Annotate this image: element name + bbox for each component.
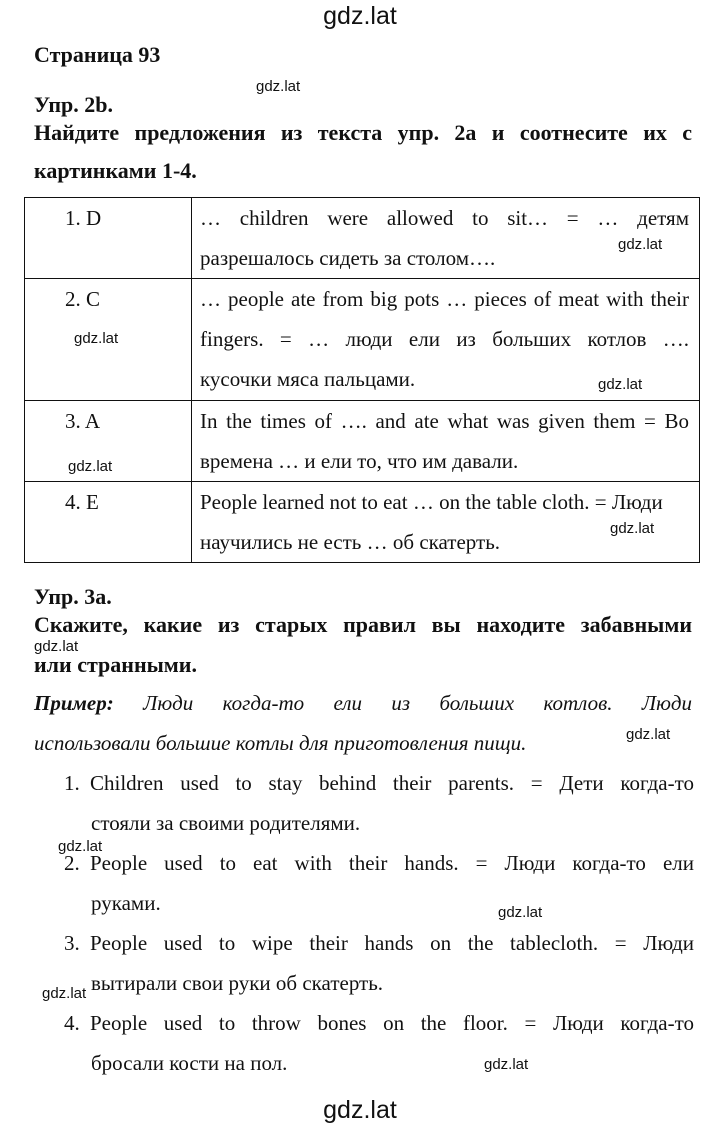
watermark: gdz.lat xyxy=(626,726,671,743)
item-line: People used to throw bones on the floor. = Люди когда-то xyxy=(90,1011,694,1035)
exercise-2b-label: Упр. 2b. xyxy=(34,92,113,117)
row-text-line: People learned not to eat … on the table cloth. = Люди xyxy=(200,490,663,514)
row-text-line: In the times of …. and ate what was given them = Во xyxy=(200,409,689,433)
example-line2: использовали большие котлы для приготовления пищи. xyxy=(34,731,527,755)
watermark: gdz.lat xyxy=(484,1056,529,1073)
item-line: People used to eat with their hands. = Люди когда-то ели xyxy=(90,851,694,875)
watermark: gdz.lat xyxy=(498,904,543,921)
item-number: 4. xyxy=(64,1011,80,1035)
site-header-watermark: gdz.lat xyxy=(323,2,397,30)
watermark: gdz.lat xyxy=(618,236,663,253)
row-text-line: кусочки мяса пальцами. xyxy=(200,367,416,391)
table-row xyxy=(25,198,700,279)
row-number: 2. C xyxy=(25,279,192,401)
item-number: 1. xyxy=(64,771,80,795)
item-line: вытирали свои руки об скатерть. xyxy=(91,971,384,995)
page-title: Страница 93 xyxy=(34,42,161,67)
watermark: gdz.lat xyxy=(598,376,643,393)
item-line: стояли за своими родителями. xyxy=(91,811,361,835)
watermark: gdz.lat xyxy=(68,458,113,475)
row-text-line: … people ate from big pots … pieces of meat with their xyxy=(200,287,689,311)
item-number: 3. xyxy=(64,931,80,955)
list-item xyxy=(64,763,694,843)
exercise-3a-instruction-line2: или странными. xyxy=(34,652,197,677)
row-text-line: fingers. = … люди ели из больших котлов …. xyxy=(200,327,689,351)
item-line: руками. xyxy=(91,891,161,915)
exercise-2b-instruction-line1: Найдите предложения из текста упр. 2а и соотнесите их с xyxy=(34,120,692,145)
watermark: gdz.lat xyxy=(34,638,79,655)
row-number: 3. A xyxy=(25,401,192,482)
watermark: gdz.lat xyxy=(610,520,655,537)
row-number: 1. D xyxy=(25,198,192,279)
exercise-3a-label: Упр. 3a. xyxy=(34,584,112,609)
watermark: gdz.lat xyxy=(74,330,119,347)
row-text-line: времена … и ели то, что им давали. xyxy=(200,449,519,473)
watermark: gdz.lat xyxy=(58,838,103,855)
exercise-3a-instruction-line1: Скажите, какие из старых правил вы находите забавными xyxy=(34,612,692,637)
row-text-line: … children were allowed to sit… = … детям xyxy=(200,206,689,230)
row-text xyxy=(192,401,700,482)
exercise-2b-instruction-line2: картинками 1-4. xyxy=(34,158,197,183)
row-text-line: научились не есть … об скатерть. xyxy=(200,530,501,554)
item-line: People used to wipe their hands on the tablecloth. = Люди xyxy=(90,931,694,955)
row-text-line: разрешалось сидеть за столом…. xyxy=(200,246,496,270)
watermark: gdz.lat xyxy=(256,78,301,95)
table-row xyxy=(25,482,700,563)
answers-list xyxy=(64,763,694,1083)
item-line: Children used to stay behind their parents. = Дети когда-то xyxy=(90,771,694,795)
example-line1: Пример: Люди когда-то ели из больших котлов. Люди xyxy=(34,691,692,715)
list-item xyxy=(64,1003,694,1083)
watermark: gdz.lat xyxy=(42,985,87,1002)
item-number: 2. xyxy=(64,851,80,875)
item-line: бросали кости на пол. xyxy=(91,1051,288,1075)
example-text: Люди когда-то ели из больших котлов. Люди xyxy=(143,691,692,715)
site-footer-watermark: gdz.lat xyxy=(323,1096,397,1124)
table-row xyxy=(25,401,700,482)
example-label: Пример xyxy=(34,691,107,715)
list-item xyxy=(64,843,694,923)
row-number: 4. E xyxy=(25,482,192,563)
list-item xyxy=(64,923,694,1003)
